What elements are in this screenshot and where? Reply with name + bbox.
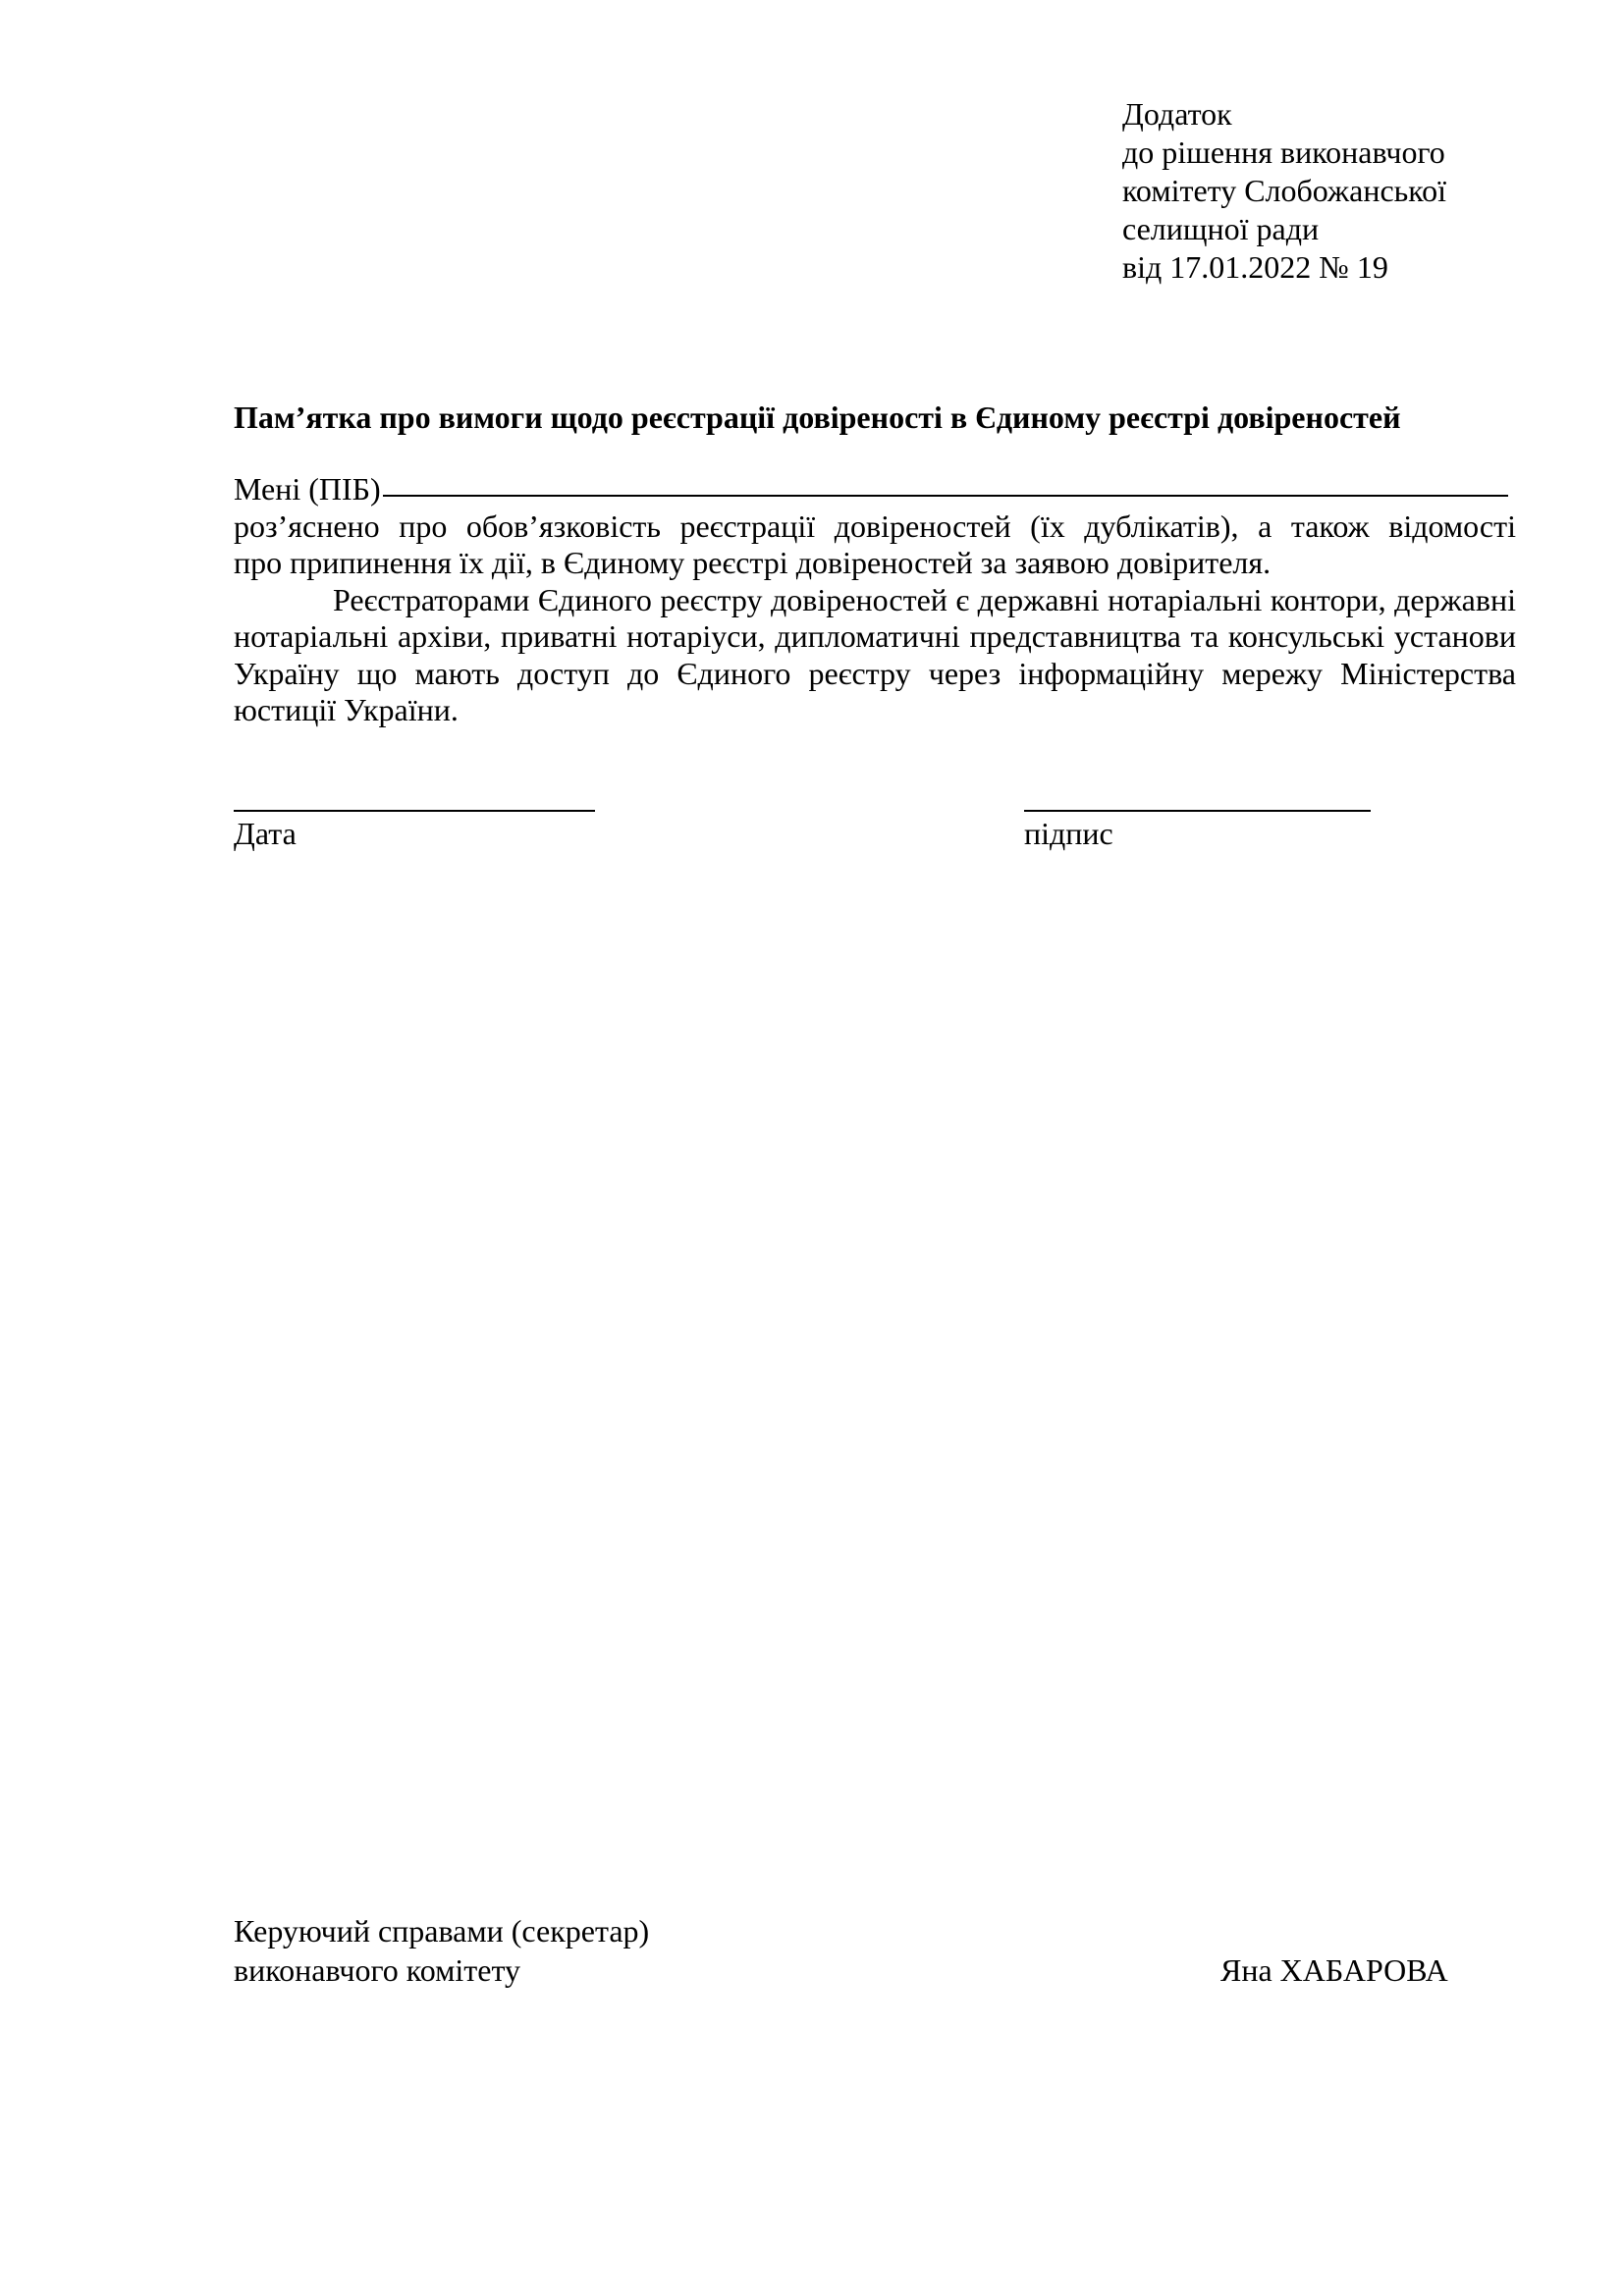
signature-label: підпис xyxy=(1024,816,1113,851)
appendix-line: Додаток xyxy=(1122,96,1232,132)
signatory-position-line-1: Керуючий справами (секретар) xyxy=(234,1913,650,1949)
appendix-block xyxy=(1122,95,1446,287)
pib-row xyxy=(234,471,1516,508)
appendix-line: до рішення виконавчого xyxy=(1122,134,1445,170)
document-body xyxy=(234,471,1516,729)
signatory-position xyxy=(234,1911,649,1990)
paragraph-1-line-2: про припинення їх дії, в Єдиному реєстрі довіреностей за заявою довірителя. xyxy=(234,545,1272,580)
paragraph-2: Реєстраторами Єдиного реєстру довіреностей є державні нотаріальні контори, державні нотаріальні архіви, приватні нотаріуси, дипломатичні представництва та консульські установи Україну що мають доступ до Єдиного реєстру через інформаційну мережу Міністерства юстиції України. xyxy=(234,581,1516,727)
date-blank-line[interactable] xyxy=(234,810,595,812)
appendix-line: селищної ради xyxy=(1122,211,1320,246)
pib-blank-line[interactable] xyxy=(383,495,1508,497)
paragraph-1-line-1: роз’яснено про обов’язковість реєстрації довіреностей (їх дублікатів), а також відомості xyxy=(234,507,1516,544)
pib-label: Мені (ПІБ) xyxy=(234,471,381,507)
document-title: Пам’ятка про вимоги щодо реєстрації довіреності в Єдиному реєстрі довіреностей xyxy=(234,400,1401,435)
signatory-name: Яна ХАБАРОВА xyxy=(1220,1952,1448,1988)
signature-blank-line[interactable] xyxy=(1024,810,1371,812)
appendix-line: комітету Слобожанської xyxy=(1122,173,1447,208)
appendix-line: від 17.01.2022 № 19 xyxy=(1122,249,1388,285)
date-label: Дата xyxy=(234,816,297,851)
signatory-position-line-2: виконавчого комітету xyxy=(234,1952,520,1988)
